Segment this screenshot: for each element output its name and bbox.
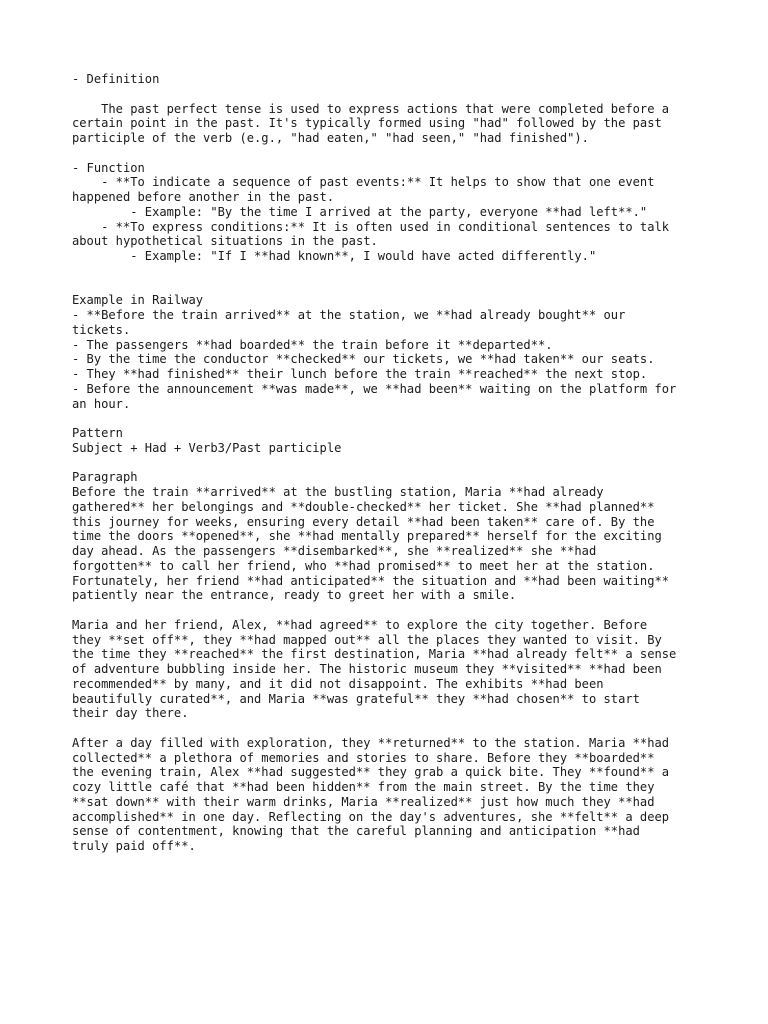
blank-line	[72, 456, 712, 471]
text-line: Fortunately, her friend **had anticipated** the situation and **had been waiting**	[72, 573, 670, 588]
text-line: time the doors **opened**, she **had mentally prepared** herself for the exciting	[72, 529, 662, 544]
text-line: sense of contentment, knowing that the careful planning and anticipation **had	[72, 824, 640, 839]
text-line: they **set off**, they **had mapped out** all the places they wanted to visit. By	[72, 632, 662, 647]
text-line: the time they **reached** the first destination, Maria **had already felt** a sense	[72, 647, 677, 662]
text-line: beautifully curated**, and Maria **was grateful** they **had chosen** to start	[72, 691, 640, 706]
text-line: Pattern	[72, 426, 123, 440]
text-line: gathered** her belongings and **double-checked** her ticket. She **had planned**	[72, 499, 655, 514]
text-line: - Definition	[72, 72, 160, 86]
text-line: the evening train, Alex **had suggested** they grab a quick bite. They **found** a	[72, 765, 670, 780]
text-line: participle of the verb (e.g., "had eaten," "had seen," "had finished").	[72, 131, 589, 145]
text-line: an hour.	[72, 396, 131, 411]
text-line: of adventure bubbling inside her. The historic museum they **visited** **had been	[72, 662, 662, 676]
text-line: cozy little café that **had been hidden** from the main street. By the time they	[72, 780, 655, 794]
text-line: happened before another in the past.	[72, 190, 335, 204]
text-line: certain point in the past. It's typically formed using "had" followed by the past	[72, 116, 662, 131]
text-line: - Before the announcement **was made**, we **had been** waiting on the platform for	[72, 381, 677, 396]
blank-line	[72, 411, 712, 426]
text-line: about hypothetical situations in the past.	[72, 234, 378, 249]
blank-line	[72, 146, 712, 161]
text-line: - They **had finished** their lunch before the train **reached** the next stop.	[72, 367, 648, 381]
blank-line	[72, 721, 712, 736]
text-line: After a day filled with exploration, they **returned** to the station. Maria **had	[72, 735, 670, 750]
text-line: this journey for weeks, ensuring every detail **had been taken** care of. By the	[72, 514, 655, 529]
text-line: The past perfect tense is used to express actions that were completed before a	[72, 101, 670, 116]
text-line: - Example: "If I **had known**, I would have acted differently."	[72, 249, 597, 263]
text-line: truly paid off**.	[72, 839, 196, 853]
text-line: - Example: "By the time I arrived at the party, everyone **had left**."	[72, 204, 648, 219]
text-line: - **To express conditions:** It is often used in conditional sentences to talk	[72, 219, 670, 234]
text-line: - **Before the train arrived** at the station, we **had already bought** our	[72, 308, 626, 322]
text-line: Before the train **arrived** at the bustling station, Maria **had already	[72, 485, 604, 499]
text-line: forgotten** to call her friend, who **had promised** to meet her at the station.	[72, 558, 655, 573]
blank-line	[72, 279, 712, 294]
text-line: collected** a plethora of memories and stories to share. Before they **boarded**	[72, 750, 655, 765]
text-line: - Function	[72, 160, 145, 175]
text-line: patiently near the entrance, ready to greet her with a smile.	[72, 588, 517, 603]
text-line: recommended** by many, and it did not disappoint. The exhibits **had been	[72, 676, 604, 691]
text-line: Maria and her friend, Alex, **had agreed** to explore the city together. Before	[72, 617, 648, 632]
blank-line	[72, 603, 712, 618]
document-page	[72, 72, 712, 854]
blank-line	[72, 87, 712, 102]
text-line: - **To indicate a sequence of past events:** It helps to show that one event	[72, 175, 655, 190]
text-line: - The passengers **had boarded** the train before it **departed**.	[72, 337, 553, 352]
text-line: Paragraph	[72, 470, 138, 485]
text-line: accomplished** in one day. Reflecting on the day's adventures, she **felt** a deep	[72, 809, 670, 824]
text-line: day ahead. As the passengers **disembarked**, she **realized** she **had	[72, 544, 597, 558]
text-line: **sat down** with their warm drinks, Maria **realized** just how much they **had	[72, 794, 655, 809]
text-line: Example in Railway	[72, 293, 204, 308]
text-line: - By the time the conductor **checked** our tickets, we **had taken** our seats.	[72, 352, 655, 367]
text-line: tickets.	[72, 322, 131, 337]
blank-line	[72, 264, 712, 279]
text-line: Subject + Had + Verb3/Past participle	[72, 440, 342, 455]
text-line: their day there.	[72, 706, 189, 721]
